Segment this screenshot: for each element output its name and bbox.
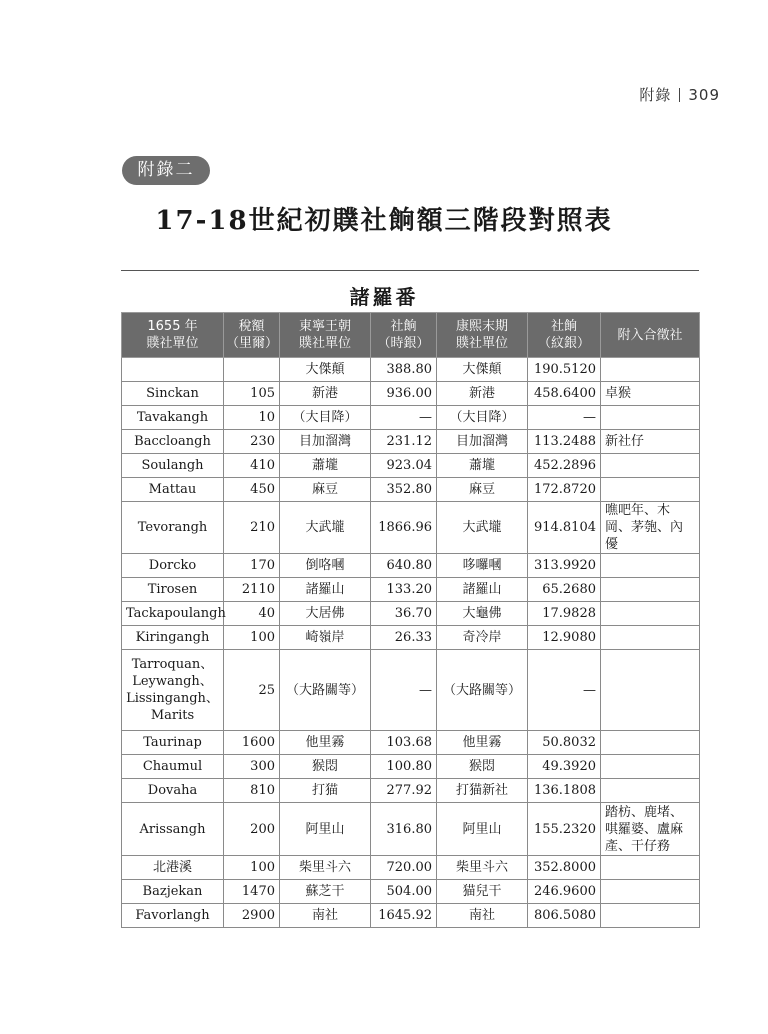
column-header-line: 贌社單位 bbox=[298, 336, 351, 351]
table-body bbox=[122, 358, 700, 928]
running-header bbox=[639, 84, 720, 105]
dongning-amount-cell: 1645.92 bbox=[371, 904, 437, 928]
page-number: 309 bbox=[688, 86, 720, 104]
dongning-unit-cell: 新港 bbox=[280, 382, 371, 406]
merged-villages-cell bbox=[601, 478, 700, 502]
kangxi-unit-cell: 柴里斗六 bbox=[437, 856, 528, 880]
dongning-unit-cell: 目加溜灣 bbox=[280, 430, 371, 454]
table-row bbox=[122, 803, 700, 856]
tax-cell: 105 bbox=[224, 382, 280, 406]
appendix-tag: 附錄二 bbox=[122, 156, 210, 185]
dongning-amount-cell: 103.68 bbox=[371, 731, 437, 755]
kangxi-amount-cell: 352.8000 bbox=[528, 856, 601, 880]
dongning-amount-cell: 36.70 bbox=[371, 602, 437, 626]
kangxi-unit-cell: （大路關等） bbox=[437, 650, 528, 731]
kangxi-unit-cell: 南社 bbox=[437, 904, 528, 928]
column-header-line: 東寧王朝 bbox=[298, 319, 351, 334]
dongning-amount-cell: 26.33 bbox=[371, 626, 437, 650]
kangxi-amount-cell: 49.3920 bbox=[528, 755, 601, 779]
dongning-unit-cell: 大傑顛 bbox=[280, 358, 371, 382]
unit-name-cell: Sinckan bbox=[122, 382, 224, 406]
kangxi-amount-cell: 914.8104 bbox=[528, 502, 601, 554]
dongning-unit-cell: 打猫 bbox=[280, 779, 371, 803]
merged-villages-cell bbox=[601, 880, 700, 904]
unit-name-cell: Dovaha bbox=[122, 779, 224, 803]
column-header-line: （里爾） bbox=[226, 336, 279, 351]
page-title: 17-18世紀初贌社餉額三階段對照表 bbox=[155, 206, 613, 236]
dongning-amount-cell: 720.00 bbox=[371, 856, 437, 880]
kangxi-unit-cell: 猫兒干 bbox=[437, 880, 528, 904]
kangxi-unit-cell: 目加溜灣 bbox=[437, 430, 528, 454]
dongning-unit-cell: 蕭壠 bbox=[280, 454, 371, 478]
unit-name-cell: Favorlangh bbox=[122, 904, 224, 928]
dongning-unit-cell: 諸羅山 bbox=[280, 578, 371, 602]
dongning-unit-cell: 南社 bbox=[280, 904, 371, 928]
column-header-line: 社餉 bbox=[390, 319, 417, 334]
column-header-line: 稅額 bbox=[238, 319, 265, 334]
kangxi-amount-cell: — bbox=[528, 650, 601, 731]
kangxi-amount-cell: 113.2488 bbox=[528, 430, 601, 454]
kangxi-unit-cell: 大龜佛 bbox=[437, 602, 528, 626]
merged-villages-cell bbox=[601, 358, 700, 382]
dongning-amount-cell: 352.80 bbox=[371, 478, 437, 502]
column-header bbox=[371, 313, 437, 358]
column-header bbox=[601, 313, 700, 358]
kangxi-unit-cell: 諸羅山 bbox=[437, 578, 528, 602]
tax-cell: 410 bbox=[224, 454, 280, 478]
merged-villages-cell bbox=[601, 779, 700, 803]
merged-villages-cell bbox=[601, 856, 700, 880]
tax-cell: 1600 bbox=[224, 731, 280, 755]
merged-villages-cell bbox=[601, 904, 700, 928]
dongning-unit-cell: 他里霧 bbox=[280, 731, 371, 755]
unit-name-cell: Tirosen bbox=[122, 578, 224, 602]
merged-villages-cell bbox=[601, 554, 700, 578]
kangxi-amount-cell: 246.9600 bbox=[528, 880, 601, 904]
kangxi-amount-cell: 458.6400 bbox=[528, 382, 601, 406]
tax-cell: 810 bbox=[224, 779, 280, 803]
column-header bbox=[437, 313, 528, 358]
kangxi-unit-cell: 蕭壠 bbox=[437, 454, 528, 478]
table-row bbox=[122, 578, 700, 602]
dongning-unit-cell: （大路關等） bbox=[280, 650, 371, 731]
column-header-line: 附入合徵社 bbox=[617, 327, 683, 343]
table-header-row bbox=[122, 313, 700, 358]
kangxi-amount-cell: 313.9920 bbox=[528, 554, 601, 578]
dongning-unit-cell: 阿里山 bbox=[280, 803, 371, 856]
merged-villages-cell bbox=[601, 454, 700, 478]
kangxi-amount-cell: 12.9080 bbox=[528, 626, 601, 650]
merged-villages-cell bbox=[601, 626, 700, 650]
kangxi-unit-cell: 麻豆 bbox=[437, 478, 528, 502]
unit-name-part: Marits bbox=[150, 708, 195, 723]
merged-villages-cell: 噍吧年、木岡、茅匏、內優 bbox=[601, 502, 700, 554]
unit-name-cell: Chaumul bbox=[122, 755, 224, 779]
dongning-unit-cell: 崎嶺岸 bbox=[280, 626, 371, 650]
dongning-unit-cell: 麻豆 bbox=[280, 478, 371, 502]
merged-villages-cell: 踏枋、鹿堵、唭羅婆、盧麻產、干仔務 bbox=[601, 803, 700, 856]
dongning-unit-cell: 倒咯嘓 bbox=[280, 554, 371, 578]
unit-name-part: Lissingangh、 bbox=[126, 691, 219, 706]
dongning-unit-cell: 大居佛 bbox=[280, 602, 371, 626]
unit-name-cell: 北港溪 bbox=[122, 856, 224, 880]
kangxi-amount-cell: 136.1808 bbox=[528, 779, 601, 803]
comparison-table bbox=[121, 312, 700, 928]
kangxi-unit-cell: 新港 bbox=[437, 382, 528, 406]
dongning-amount-cell: 504.00 bbox=[371, 880, 437, 904]
unit-name-part: Tarroquan、 bbox=[131, 657, 214, 672]
table-row bbox=[122, 755, 700, 779]
tax-cell: 25 bbox=[224, 650, 280, 731]
column-header bbox=[528, 313, 601, 358]
table-row bbox=[122, 406, 700, 430]
table-row bbox=[122, 880, 700, 904]
unit-name-cell bbox=[122, 358, 224, 382]
kangxi-unit-cell: 奇冷岸 bbox=[437, 626, 528, 650]
dongning-amount-cell: 640.80 bbox=[371, 554, 437, 578]
unit-name-cell: Kiringangh bbox=[122, 626, 224, 650]
table-row bbox=[122, 554, 700, 578]
column-header-line: 社餉 bbox=[550, 319, 577, 334]
kangxi-amount-cell: 50.8032 bbox=[528, 731, 601, 755]
unit-name-cell: Soulangh bbox=[122, 454, 224, 478]
unit-name-part: Leywangh、 bbox=[132, 674, 213, 689]
merged-villages-cell bbox=[601, 602, 700, 626]
unit-name-cell: Arissangh bbox=[122, 803, 224, 856]
table-row bbox=[122, 358, 700, 382]
dongning-unit-cell: （大目降） bbox=[280, 406, 371, 430]
column-header-line: 贌社單位 bbox=[146, 336, 199, 351]
merged-villages-cell bbox=[601, 406, 700, 430]
merged-villages-cell bbox=[601, 731, 700, 755]
table-row bbox=[122, 602, 700, 626]
dongning-amount-cell: — bbox=[371, 650, 437, 731]
dongning-amount-cell: 1866.96 bbox=[371, 502, 437, 554]
column-header-line: （紋銀） bbox=[537, 336, 590, 351]
kangxi-unit-cell: （大目降） bbox=[437, 406, 528, 430]
merged-villages-cell bbox=[601, 650, 700, 731]
column-header-line: 1655 年 bbox=[147, 319, 198, 334]
title-divider bbox=[121, 270, 699, 271]
tax-cell: 200 bbox=[224, 803, 280, 856]
kangxi-amount-cell: 17.9828 bbox=[528, 602, 601, 626]
tax-cell: 300 bbox=[224, 755, 280, 779]
kangxi-unit-cell: 哆囉嘓 bbox=[437, 554, 528, 578]
kangxi-unit-cell: 他里霧 bbox=[437, 731, 528, 755]
dongning-amount-cell: 100.80 bbox=[371, 755, 437, 779]
kangxi-unit-cell: 打猫新社 bbox=[437, 779, 528, 803]
tax-cell: 170 bbox=[224, 554, 280, 578]
kangxi-unit-cell: 大傑顛 bbox=[437, 358, 528, 382]
tax-cell: 100 bbox=[224, 856, 280, 880]
table-row bbox=[122, 779, 700, 803]
kangxi-unit-cell: 猴悶 bbox=[437, 755, 528, 779]
dongning-amount-cell: 388.80 bbox=[371, 358, 437, 382]
unit-name-cell: Taurinap bbox=[122, 731, 224, 755]
unit-name-cell: Bazjekan bbox=[122, 880, 224, 904]
merged-villages-cell: 新社仔 bbox=[601, 430, 700, 454]
column-header bbox=[280, 313, 371, 358]
unit-name-cell: Tevorangh bbox=[122, 502, 224, 554]
section-title: 諸羅番 bbox=[349, 285, 419, 309]
unit-name-cell: Mattau bbox=[122, 478, 224, 502]
table-row bbox=[122, 856, 700, 880]
dongning-amount-cell: 277.92 bbox=[371, 779, 437, 803]
kangxi-amount-cell: — bbox=[528, 406, 601, 430]
tax-cell: 210 bbox=[224, 502, 280, 554]
column-header bbox=[224, 313, 280, 358]
kangxi-unit-cell: 阿里山 bbox=[437, 803, 528, 856]
kangxi-amount-cell: 172.8720 bbox=[528, 478, 601, 502]
header-divider bbox=[679, 88, 680, 102]
unit-name-cell: Tavakangh bbox=[122, 406, 224, 430]
dongning-unit-cell: 大武壠 bbox=[280, 502, 371, 554]
tax-cell: 2110 bbox=[224, 578, 280, 602]
dongning-amount-cell: 231.12 bbox=[371, 430, 437, 454]
tax-cell: 40 bbox=[224, 602, 280, 626]
table-row bbox=[122, 502, 700, 554]
dongning-amount-cell: 133.20 bbox=[371, 578, 437, 602]
table-row bbox=[122, 430, 700, 454]
tax-cell: 1470 bbox=[224, 880, 280, 904]
running-header-section: 附錄 bbox=[639, 86, 672, 104]
tax-cell: 230 bbox=[224, 430, 280, 454]
table-row bbox=[122, 904, 700, 928]
tax-cell: 450 bbox=[224, 478, 280, 502]
dongning-unit-cell: 蘇芝干 bbox=[280, 880, 371, 904]
tax-cell bbox=[224, 358, 280, 382]
column-header-line: （時銀） bbox=[377, 336, 430, 351]
merged-villages-cell: 卓猴 bbox=[601, 382, 700, 406]
tax-cell: 2900 bbox=[224, 904, 280, 928]
table-row bbox=[122, 626, 700, 650]
kangxi-amount-cell: 806.5080 bbox=[528, 904, 601, 928]
dongning-amount-cell: 936.00 bbox=[371, 382, 437, 406]
dongning-unit-cell: 柴里斗六 bbox=[280, 856, 371, 880]
kangxi-unit-cell: 大武壠 bbox=[437, 502, 528, 554]
unit-name-cell: Dorcko bbox=[122, 554, 224, 578]
dongning-amount-cell: — bbox=[371, 406, 437, 430]
column-header-line: 康熙末期 bbox=[455, 319, 508, 334]
column-header bbox=[122, 313, 224, 358]
dongning-amount-cell: 923.04 bbox=[371, 454, 437, 478]
merged-villages-cell bbox=[601, 755, 700, 779]
table-row bbox=[122, 650, 700, 731]
unit-name-cell: Tackapoulangh bbox=[122, 602, 224, 626]
kangxi-amount-cell: 155.2320 bbox=[528, 803, 601, 856]
kangxi-amount-cell: 190.5120 bbox=[528, 358, 601, 382]
column-header-line: 贌社單位 bbox=[455, 336, 508, 351]
table-row bbox=[122, 731, 700, 755]
kangxi-amount-cell: 65.2680 bbox=[528, 578, 601, 602]
kangxi-amount-cell: 452.2896 bbox=[528, 454, 601, 478]
dongning-unit-cell: 猴悶 bbox=[280, 755, 371, 779]
table-row bbox=[122, 454, 700, 478]
dongning-amount-cell: 316.80 bbox=[371, 803, 437, 856]
tax-cell: 10 bbox=[224, 406, 280, 430]
merged-villages-cell bbox=[601, 578, 700, 602]
table-row bbox=[122, 382, 700, 406]
unit-name-cell bbox=[122, 650, 224, 731]
tax-cell: 100 bbox=[224, 626, 280, 650]
unit-name-cell: Baccloangh bbox=[122, 430, 224, 454]
table-row bbox=[122, 478, 700, 502]
